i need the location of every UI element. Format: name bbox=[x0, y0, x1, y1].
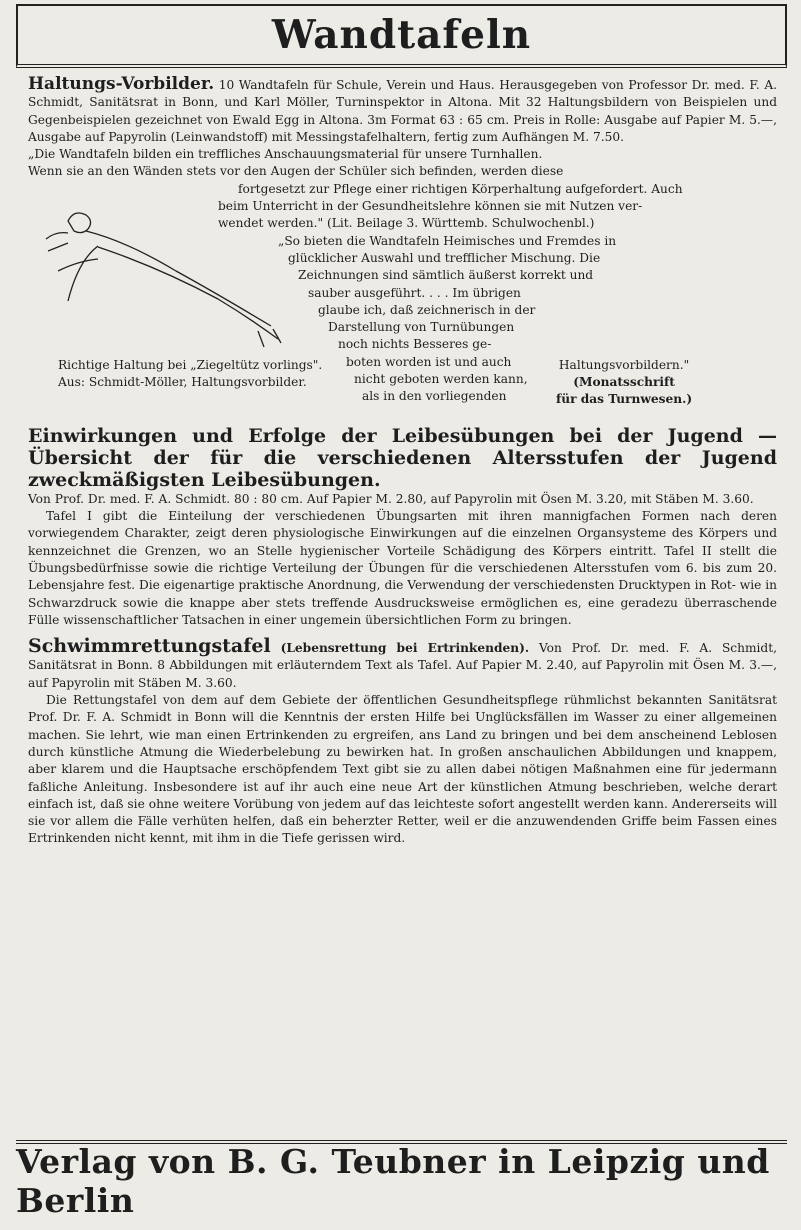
quote2-line: Haltungsvorbildern." bbox=[558, 357, 690, 372]
source-line: für das Turnwesen.) bbox=[556, 391, 693, 406]
section2-heading: Einwirkungen und Erfolge der Leibesübungen bei der Jugend — Übersicht der für die verschiedenen Altersstufen der Jugend zweckmäßigsten Leibesübungen. bbox=[28, 424, 777, 491]
section3-body: Die Rettungstafel von dem auf dem Gebiete der öffentlichen Gesundheitspflege rühmlichst bekannten Sanitätsrat Prof. Dr. F. A. Schmidt in Bonn will die Kenntnis der ersten Hilfe bei Unglücksfällen im Wasser zu einer allgemeinen machen. Sie lehrt, wie man einen Ertrinkenden zu ergreifen, ans Land zu bringen und bei dem anscheinend Leblosen durch künstliche Atmung die Wiederbelebung zu bewirken hat. In großen anschaulichen Abbildungen und knappem, aber klarem und die Hauptsache erschöpfendem Text gibt sie zu allen dabei nötigen Maßnahmen eine für jedermann faßliche Anleitung. Insbesondere ist auf ihr auch eine neue Art der künstlichen Atmung beschrieben, welche derart einfach ist, daß sie ohne weitere Vorübung von jedem auf das leichteste sofort angestellt werden kann. Andererseits will sie vor allem die Fälle verhüten helfen, daß ein beherzter Retter, weil er die anzuwendenden Griffe beim Fassen eines Ertrinkenden nicht kennt, mit ihm in die Tiefe gerissen wird. bbox=[28, 693, 777, 846]
figure-head bbox=[68, 213, 91, 233]
quote2-source bbox=[556, 357, 692, 408]
quote2-line: sauber ausgeführt. . . . Im übrigen bbox=[308, 285, 521, 300]
publisher-line: Verlag von B. G. Teubner in Leipzig und Berlin bbox=[16, 1142, 770, 1220]
figure-limb bbox=[58, 246, 98, 301]
quote1-line: fortgesetzt zur Pflege einer richtigen Körperhaltung aufgefordert. Auch bbox=[238, 181, 683, 196]
section3-intro: Von Prof. Dr. med. F. A. Schmidt, Sanitätsrat in Bonn. 8 Abbildungen mit erläuterndem Text als Tafel. Auf Papier M. 2.40, auf Papyrolin mit Ösen M. 3.—, auf Papyrolin mit Stäben M. 3.60. bbox=[28, 641, 778, 690]
header-frame bbox=[16, 4, 787, 68]
caption-line: Richtige Haltung bei „Ziegeltütz vorlings". bbox=[58, 357, 323, 372]
quote2-line: Darstellung von Turnübungen bbox=[328, 320, 515, 335]
section2-intro: Von Prof. Dr. med. F. A. Schmidt. 80 : 80 cm. Auf Papier M. 2.80, auf Papyrolin mit Ösen M. 3.20, mit Stäben M. 3.60. bbox=[28, 491, 754, 506]
quote2-line: noch nichts Besseres ge- bbox=[338, 337, 492, 352]
caption-line: Aus: Schmidt-Möller, Haltungsvorbilder. bbox=[58, 374, 307, 389]
quote1-line: wendet werden." (Lit. Beilage 3. Württemb. Schulwochenbl.) bbox=[218, 216, 595, 231]
quote1-line: beim Unterricht in der Gesundheitslehre können sie mit Nutzen ver- bbox=[218, 199, 643, 214]
footer-frame bbox=[16, 1140, 787, 1218]
quote2-line: glücklicher Auswahl und trefflicher Mischung. Die bbox=[288, 250, 601, 265]
section1-heading: Haltungs-Vorbilder. bbox=[28, 74, 215, 94]
section3-subtitle: (Lebensrettung bei Ertrinkenden). bbox=[280, 641, 530, 656]
quote2-line: Zeichnungen sind sämtlich äußerst korrekt und bbox=[298, 268, 594, 283]
quote2-line: nicht geboten werden kann, bbox=[354, 372, 528, 387]
quote1-line: Wenn sie an den Wänden stets vor den Augen der Schüler sich befinden, werden diese bbox=[28, 164, 564, 179]
section3-heading: Schwimmrettungstafel bbox=[28, 635, 271, 658]
quote2-line: „So bieten die Wandtafeln Heimisches und Fremdes in bbox=[278, 233, 617, 248]
illustration-block bbox=[28, 181, 777, 421]
section-haltungsvorbilder bbox=[28, 76, 777, 421]
section2-body: Tafel I gibt die Einteilung der verschiedenen Übungsarten mit ihren mannigfachen Formen nach deren vorwiegendem Charakter, zeigt deren physiologische Einwirkungen auf die einzelnen Organsysteme des Körpers und kennzeichnet die Grenzen, wo an Stelle hygienischer Vorteile Schädigung des Körpers eintritt. Tafel II stellt die Übungsbedürfnisse sowie die richtige Verteilung der Übungen für die verschiedenen Altersstufen vom 6. bis zum 20. Lebensjahre fest. Die eigenartige praktische Anordnung, die Verwendung der verschiedensten Drucktypen in Rot- wie in Schwarzdruck sowie die knappe aber stets treffende Ausdrucksweise ermöglichen es, eine geradezu überraschende Fülle wissenschaftlicher Tatsachen in einer ungemein übersichtlichen Form zu bringen. bbox=[28, 509, 777, 627]
figure-arm bbox=[46, 232, 68, 250]
quote2-line: als in den vorliegenden bbox=[362, 389, 507, 404]
section-leibesuebungen bbox=[28, 425, 777, 629]
captions bbox=[28, 353, 777, 406]
illustration-caption bbox=[58, 357, 322, 391]
quote2-line: glaube ich, daß zeichnerisch in der bbox=[318, 302, 536, 317]
section1-intro: 10 Wandtafeln für Schule, Verein und Haus. Herausgegeben von Professor Dr. med. F. A. Schmidt, Sanitätsrat in Bonn, und Karl Möller, Turninspektor in Altona. Mit 32 Haltungsbildern von Beispielen und Gegenbeispielen gezeichnet von Ewald Egg in Altona. 3m Format 63 : 65 cm. Preis in Rolle: Ausgabe auf Papier M. 5.—, Ausgabe auf Papyrolin (Leinwandstoff) mit Messingstafelhaltern, fertig zum Aufhängen M. 7.50. bbox=[28, 78, 777, 144]
quote2-line: boten worden ist und auch bbox=[346, 354, 512, 369]
page-title: Wandtafeln bbox=[271, 12, 532, 58]
section-schwimmrettung bbox=[28, 635, 777, 848]
content bbox=[28, 76, 777, 848]
quote1-line: „Die Wandtafeln bilden ein treffliches Anschauungsmaterial für unsere Turnhallen. bbox=[28, 147, 543, 162]
quote1 bbox=[28, 146, 777, 181]
source-line: (Monatsschrift bbox=[573, 374, 675, 389]
